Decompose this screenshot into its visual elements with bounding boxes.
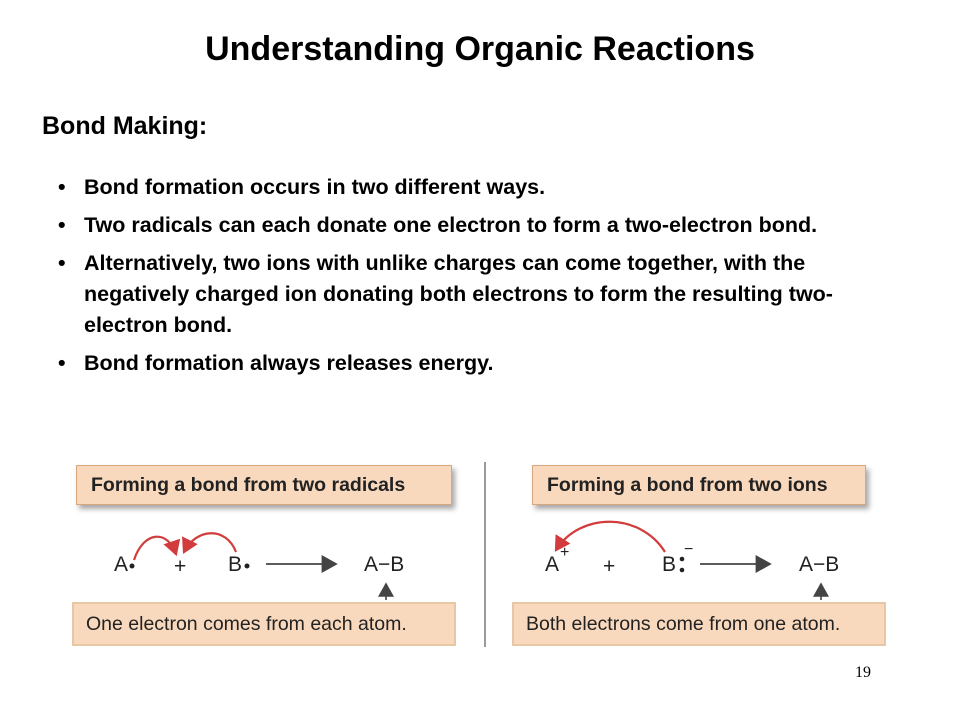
bullet-marker: • <box>58 251 66 275</box>
curved-electron-arrow <box>556 522 665 552</box>
page-number: 19 <box>855 664 871 681</box>
bullet-text: Two radicals can each donate one electron to form a two-electron bond. <box>84 213 818 237</box>
curved-electron-arrow <box>184 533 236 552</box>
bullet-text: Alternatively, two ions with unlike charges can come together, with the negatively charged ion donating both electrons to form the resulting two-electron bond. <box>84 251 833 337</box>
positive-charge: + <box>560 544 570 561</box>
anion-b-label: B <box>662 553 677 576</box>
section-heading: Bond Making: <box>42 112 208 140</box>
radical-electron-dot <box>245 564 250 569</box>
plus-sign: + <box>603 555 616 578</box>
curved-electron-arrow <box>134 537 176 560</box>
bullet-marker: • <box>58 175 66 199</box>
bullet-text: Bond formation always releases energy. <box>84 351 494 375</box>
bullet-marker: • <box>58 213 66 237</box>
lone-pair-dot <box>680 568 685 573</box>
radical-electron-dot <box>130 564 135 569</box>
bullet-marker: • <box>58 351 66 375</box>
cation-a-label: A <box>545 553 560 576</box>
plus-sign: + <box>174 555 187 578</box>
product-label: A−B <box>364 553 405 576</box>
radical-b-label: B <box>228 553 243 576</box>
ions-note-box: Both electrons come from one atom. <box>512 602 886 646</box>
product-label: A−B <box>799 553 840 576</box>
lone-pair-dot <box>680 557 685 562</box>
ions-heading-box: Forming a bond from two ions <box>532 465 866 505</box>
radicals-note-box: One electron comes from each atom. <box>72 602 456 646</box>
slide-title: Understanding Organic Reactions <box>205 30 755 68</box>
radicals-heading-box: Forming a bond from two radicals <box>76 465 452 505</box>
bullet-text: Bond formation occurs in two different ways. <box>84 175 546 199</box>
radical-a-label: A <box>114 553 129 576</box>
negative-charge: − <box>684 541 694 558</box>
